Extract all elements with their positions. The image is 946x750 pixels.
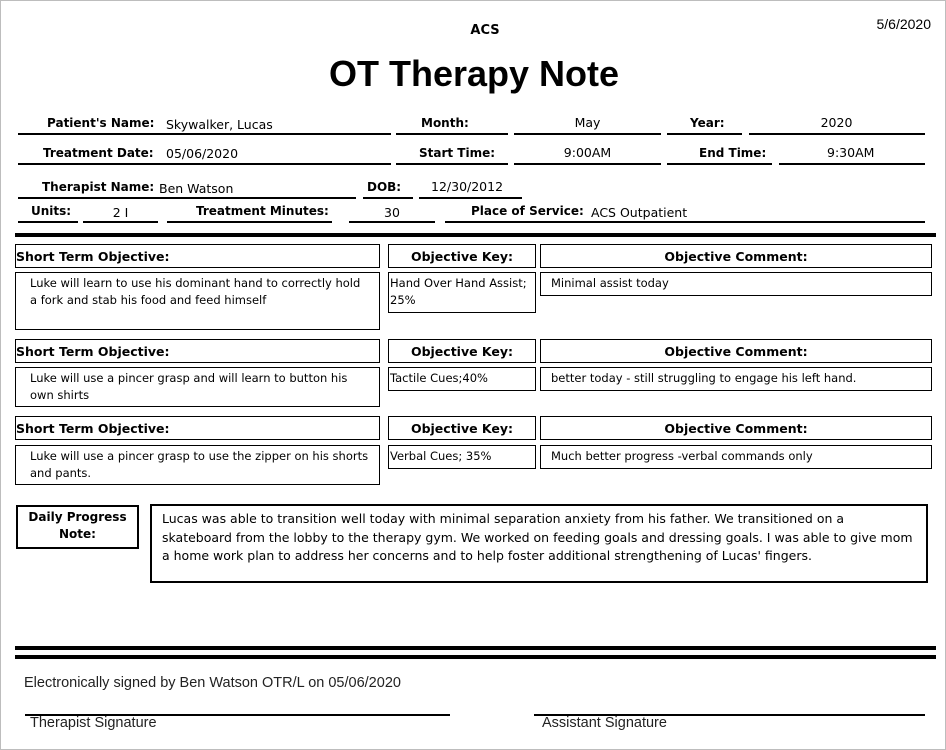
place-of-service-underline <box>445 221 925 223</box>
patient-name-underline <box>18 133 391 135</box>
treatment-date-label: Treatment Date: <box>43 146 154 160</box>
objective-comment-header-2: Objective Comment: <box>540 339 932 363</box>
units-underline <box>83 221 158 223</box>
sto-text-3: Luke will use a pincer grasp to use the zipper on his shorts and pants. <box>15 445 380 485</box>
therapist-name-label: Therapist Name: <box>42 180 155 194</box>
sto-text-2: Luke will use a pincer grasp and will learn to button his own shirts <box>15 367 380 407</box>
end-time-label: End Time: <box>699 146 767 160</box>
objective-key-3: Verbal Cues; 35% <box>388 445 536 469</box>
electronic-signature-statement: Electronically signed by Ben Watson OTR/L on 05/06/2020 <box>24 675 401 691</box>
objective-key-2: Tactile Cues;40% <box>388 367 536 391</box>
start-time-label-underline <box>396 163 508 165</box>
objective-comment-3: Much better progress -verbal commands only <box>540 445 932 469</box>
daily-progress-label: Daily Progress Note: <box>16 505 139 549</box>
objective-key-header-3: Objective Key: <box>388 416 536 440</box>
place-of-service-label: Place of Service: <box>471 204 584 218</box>
patient-name-label: Patient's Name: <box>47 116 155 130</box>
units-value: 2 I <box>112 205 129 220</box>
treatment-date-underline <box>18 163 391 165</box>
treatment-minutes-label-underline <box>167 221 332 223</box>
organization-name: ACS <box>470 23 500 38</box>
dob-value: 12/30/2012 <box>431 179 504 194</box>
place-of-service-value: ACS Outpatient <box>591 205 688 220</box>
units-label: Units: <box>31 204 72 218</box>
start-time-value: 9:00AM <box>563 145 612 160</box>
print-date: 5/6/2020 <box>876 16 931 32</box>
units-label-underline <box>18 221 78 223</box>
month-value: May <box>574 115 601 130</box>
treatment-minutes-label: Treatment Minutes: <box>196 204 329 218</box>
month-label-underline <box>396 133 508 135</box>
objective-key-header-2: Objective Key: <box>388 339 536 363</box>
objective-comment-header-1: Objective Comment: <box>540 244 932 268</box>
sto-text-1: Luke will learn to use his dominant hand to correctly hold a fork and stab his food and feed himself <box>15 272 380 330</box>
dob-label-underline <box>363 197 413 199</box>
therapist-signature-label: Therapist Signature <box>30 715 157 731</box>
objective-comment-2: better today - still struggling to engage his left hand. <box>540 367 932 391</box>
year-label-underline <box>667 133 742 135</box>
therapist-name-underline <box>18 197 356 199</box>
start-time-label: Start Time: <box>419 146 496 160</box>
year-underline <box>749 133 925 135</box>
section-divider <box>15 233 936 237</box>
treatment-minutes-underline <box>349 221 435 223</box>
year-label: Year: <box>690 116 725 130</box>
month-underline <box>514 133 661 135</box>
footer-rule-bottom <box>15 655 936 659</box>
treatment-date-value: 05/06/2020 <box>166 146 239 161</box>
assistant-signature-label: Assistant Signature <box>542 715 667 731</box>
daily-progress-text: Lucas was able to transition well today with minimal separation anxiety from his father. We transitioned on a skateboard from the lobby to the therapy gym. We worked on feeding goals and dressing goals. I was able to give mom a home work plan to address her concerns and to help foster additional strengthening of Lucas' fingers. <box>150 504 928 583</box>
end-time-value: 9:30AM <box>827 145 875 160</box>
year-value: 2020 <box>820 115 853 130</box>
end-time-label-underline <box>667 163 772 165</box>
sto-header-1: Short Term Objective: <box>15 244 380 268</box>
sto-header-2: Short Term Objective: <box>15 339 380 363</box>
patient-name-value: Skywalker, Lucas <box>166 117 273 132</box>
objective-key-header-1: Objective Key: <box>388 244 536 268</box>
page-title: OT Therapy Note <box>328 53 620 94</box>
sto-header-3: Short Term Objective: <box>15 416 380 440</box>
objective-comment-header-3: Objective Comment: <box>540 416 932 440</box>
start-time-underline <box>514 163 661 165</box>
end-time-underline <box>779 163 925 165</box>
month-label: Month: <box>421 116 469 130</box>
objective-comment-1: Minimal assist today <box>540 272 932 296</box>
footer-rule-top <box>15 646 936 650</box>
dob-underline <box>419 197 522 199</box>
treatment-minutes-value: 30 <box>384 205 400 220</box>
objective-key-1: Hand Over Hand Assist; 25% <box>388 272 536 313</box>
therapist-name-value: Ben Watson <box>159 181 234 196</box>
dob-label: DOB: <box>367 180 402 194</box>
